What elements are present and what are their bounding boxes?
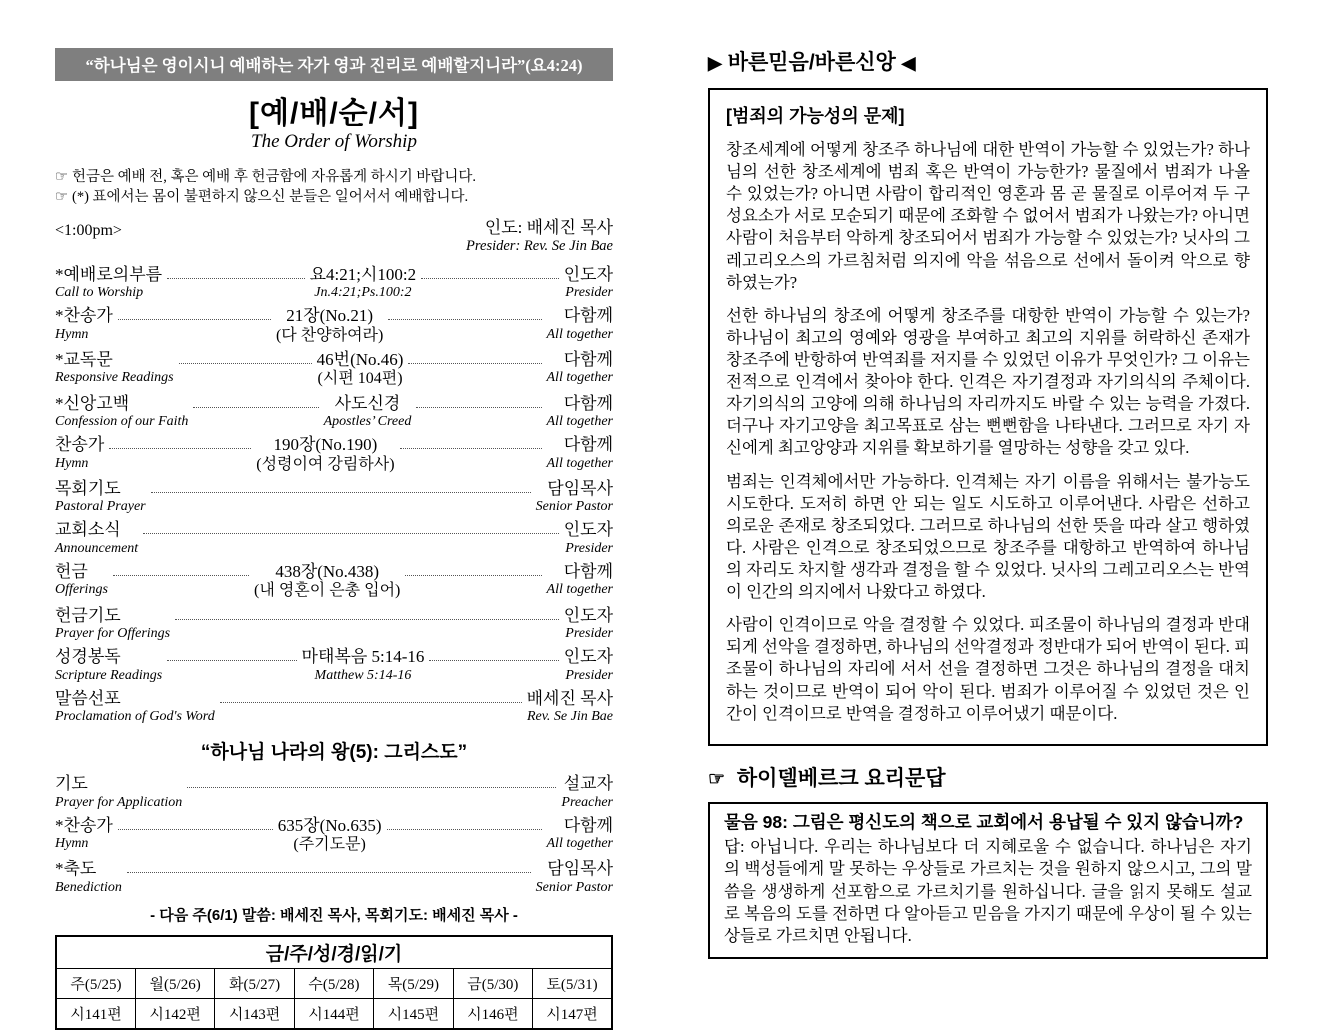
order-item-detail bbox=[256, 435, 394, 474]
order-item-label bbox=[55, 816, 113, 852]
order-item-en: Hymn bbox=[55, 455, 89, 471]
role-ko: 설교자 bbox=[563, 774, 613, 794]
order-item-ko: *축도 bbox=[55, 859, 97, 879]
role-en: Rev. Se Jin Bae bbox=[526, 709, 613, 725]
notes bbox=[55, 167, 613, 208]
role-ko: 인도자 bbox=[563, 605, 613, 625]
teaching-column bbox=[708, 46, 1268, 959]
order-row bbox=[55, 306, 613, 345]
detail-line1: 46번(No.46) bbox=[316, 349, 404, 369]
reading-cell: 시142편 bbox=[135, 998, 214, 1029]
order-item-en: Offerings bbox=[55, 582, 108, 598]
order-item-ko: *신앙고백 bbox=[55, 393, 130, 413]
detail-line2: Jn.4:21;Ps.100:2 bbox=[314, 285, 412, 301]
detail-line1: 마태복음 5:14-16 bbox=[301, 647, 425, 667]
order-row bbox=[55, 816, 613, 855]
order-item-label bbox=[55, 265, 162, 301]
role-en: Preacher bbox=[561, 794, 613, 810]
presider-block bbox=[466, 218, 613, 255]
dotted-leader bbox=[405, 562, 541, 576]
time-presider-row bbox=[55, 218, 613, 255]
order-item-label bbox=[55, 647, 162, 683]
dotted-leader bbox=[167, 647, 296, 661]
reading-cell: 시144편 bbox=[294, 998, 373, 1029]
order-item-label bbox=[55, 774, 182, 810]
dotted-leader bbox=[429, 647, 558, 661]
day-cell: 수(5/28) bbox=[294, 968, 373, 998]
scripture-banner: “하나님은 영이시니 예배하는 자가 영과 진리로 예배할지니라”(요4:24) bbox=[55, 48, 613, 81]
role-en: All together bbox=[546, 582, 614, 598]
role-en: Senior Pastor bbox=[535, 879, 613, 895]
catechism-question: 물음 98: 그림은 평신도의 책으로 교회에서 용납될 수 있지 않습니까? bbox=[724, 811, 1244, 832]
article-paragraph: 창조세계에 어떻게 창조주 하나님에 대한 반역이 가능할 수 있었는가? 하나님의 선한 창조세계에 범죄 혹은 반역이 가능한가? 물질에서 범죄가 나올 수 있었는가? 아니면 사람이 합리적인 영혼과 몸 곧 물질로 이루어져 두 구성요소가 서로 모순되기 때문에 조화할 수 없어서 범죄가 나왔는가? 아니면 사람이 처음부터 악하게 창조되어서 범죄가 가능할 수 있었는가? 닛사의 그레고리오스의 가르침처럼 의지에 악을 섞음으로 선에서 돌이켜 악으로 향하였는가? bbox=[726, 140, 1250, 292]
order-item-detail bbox=[254, 562, 400, 601]
order-item-role bbox=[561, 774, 613, 810]
right-arrow-icon: ▶ bbox=[708, 53, 722, 73]
detail-line2: (시편 104편) bbox=[317, 370, 403, 388]
dotted-leader bbox=[408, 350, 541, 364]
order-item-role bbox=[564, 520, 613, 556]
note-line bbox=[55, 187, 613, 207]
presider-en: Presider: Rev. Se Jin Bae bbox=[466, 237, 613, 254]
section-header-label: 하이델베르크 요리문답 bbox=[736, 766, 946, 790]
order-item-detail bbox=[276, 306, 383, 345]
order-item-role bbox=[527, 689, 613, 725]
note-line bbox=[55, 167, 613, 187]
dotted-leader bbox=[220, 689, 522, 703]
role-en: All together bbox=[546, 370, 613, 386]
order-item-en: Prayer for Application bbox=[55, 794, 183, 810]
order-row bbox=[55, 479, 613, 515]
service-time: <1:00pm> bbox=[55, 221, 122, 239]
role-ko: 다함께 bbox=[563, 393, 613, 413]
note-text: 헌금은 예배 전, 혹은 예배 후 헌금함에 자유롭게 하시기 바랍니다. bbox=[72, 169, 477, 185]
role-en: All together bbox=[546, 836, 613, 852]
order-item-en: Announcement bbox=[55, 540, 139, 556]
order-item-label bbox=[55, 689, 215, 725]
dotted-leader bbox=[151, 479, 531, 493]
role-en: Presider bbox=[565, 667, 614, 683]
order-item-ko: 헌금기도 bbox=[55, 605, 121, 625]
order-item-label bbox=[55, 562, 108, 598]
sermon-title: “하나님 나라의 왕(5): 그리스도” bbox=[200, 742, 468, 764]
order-item-label bbox=[55, 306, 113, 342]
reading-cell: 시143편 bbox=[215, 998, 294, 1029]
day-cell: 월(5/26) bbox=[135, 968, 214, 998]
order-row bbox=[55, 689, 613, 725]
order-item-ko: 교회소식 bbox=[55, 520, 121, 540]
order-item-role bbox=[547, 435, 614, 471]
order-item-role bbox=[564, 265, 613, 301]
order-item-role bbox=[536, 859, 613, 895]
dotted-leader bbox=[193, 394, 318, 408]
role-ko: 담임목사 bbox=[547, 859, 613, 879]
reading-cell: 시141편 bbox=[56, 998, 135, 1029]
order-item-role bbox=[536, 479, 613, 515]
order-item-ko: 찬송가 bbox=[55, 435, 105, 455]
role-en: All together bbox=[546, 326, 613, 342]
detail-line2: Apostles’ Creed bbox=[323, 414, 412, 430]
article-box bbox=[708, 88, 1268, 746]
day-cell: 목(5/29) bbox=[374, 968, 453, 998]
role-en: All together bbox=[546, 414, 613, 430]
detail-line1: 635장(No.635) bbox=[277, 815, 382, 835]
order-item-en: Prayer for Offerings bbox=[55, 626, 171, 642]
article-paragraph: 사람이 인격이므로 악을 결정할 수 있었다. 피조물이 하나님의 결정과 반대되게 선악을 결정하면, 하나님의 선악결정과 정반대가 되어 반역이 된다. 피조물이 하나님의 자리에 서서 선을 결정하면 그것은 하나님의 결정을 대치하는 것이므로 반역이 되어 악이 된다. 범죄가 이루어질 수 있었던 것은 인간이 인격이므로 반역을 결정하고 이루어냈기 때문이다. bbox=[726, 615, 1250, 723]
reading-cell: 시146편 bbox=[453, 998, 532, 1029]
order-item-ko: 기도 bbox=[55, 774, 88, 794]
role-en: Presider bbox=[565, 285, 613, 301]
order-item-en: Responsive Readings bbox=[55, 370, 174, 386]
role-ko: 배세진 목사 bbox=[526, 688, 613, 708]
detail-line2: (내 영혼이 은총 입어) bbox=[254, 582, 401, 600]
day-cell: 금(5/30) bbox=[453, 968, 532, 998]
order-row bbox=[55, 859, 613, 895]
detail-line1: 요4:21;시100:2 bbox=[309, 264, 417, 284]
order-item-ko: 성경봉독 bbox=[55, 647, 121, 667]
section-header-label: 바른믿음/바른신앙 bbox=[727, 51, 896, 74]
page-title: [예/배/순/서] bbox=[249, 97, 419, 130]
order-row bbox=[55, 647, 613, 683]
order-item-en: Benediction bbox=[55, 879, 122, 895]
dotted-leader bbox=[179, 350, 312, 364]
order-item-detail bbox=[324, 394, 412, 430]
order-item-ko: *교독문 bbox=[55, 349, 113, 369]
article-title: [범죄의 가능성의 문제] bbox=[726, 106, 905, 126]
day-cell: 주(5/25) bbox=[56, 968, 135, 998]
table-row-readings bbox=[56, 998, 612, 1029]
order-item-role bbox=[564, 606, 613, 642]
order-item-en: Hymn bbox=[55, 836, 89, 852]
next-week-notice: - 다음 주(6/1) 말씀: 배세진 목사, 목회기도: 배세진 목사 - bbox=[150, 906, 518, 924]
order-row bbox=[55, 435, 613, 474]
order-item-en: Confession of our Faith bbox=[55, 414, 189, 430]
order-item-ko: *찬송가 bbox=[55, 815, 113, 835]
role-en: Presider bbox=[565, 540, 613, 556]
pointing-hand-icon: ☞ bbox=[55, 189, 68, 206]
section-header-faith bbox=[708, 46, 1268, 76]
order-row bbox=[55, 394, 613, 430]
order-item-ko: 목회기도 bbox=[55, 478, 121, 498]
presider-ko: 인도: 배세진 목사 bbox=[484, 217, 613, 237]
pointing-hand-icon: ☞ bbox=[55, 169, 68, 185]
dotted-leader bbox=[113, 562, 249, 576]
role-ko: 다함께 bbox=[563, 349, 613, 369]
article-paragraph: 범죄는 인격체에서만 가능하다. 인격체는 자기 이름을 위해서는 불가능도 시도한다. 도저히 하면 안 되는 일도 시도하고 이루어낸다. 사람은 선하고 의로운 존재로 창조되었다. 그러므로 하나님의 선한 뜻을 따라 살고 행하였다. 사람은 인격으로 창조되었으므로 창조주를 대항하고 반역하여 하나님의 자리도 차지할 생각과 결정을 할 수 있었다. 닛사의 그레고리오스는 반역이 인간의 의지에서 나왔다고 하였다. bbox=[726, 471, 1250, 602]
order-row bbox=[55, 606, 613, 642]
weekly-scripture-table bbox=[55, 935, 613, 1030]
section-header-catechism bbox=[708, 762, 1268, 792]
order-item-label bbox=[55, 606, 170, 642]
day-cell: 화(5/27) bbox=[215, 968, 294, 998]
left-arrow-icon: ◀ bbox=[901, 53, 916, 73]
detail-line2: Matthew 5:14-16 bbox=[314, 667, 412, 683]
detail-line1: 사도신경 bbox=[334, 393, 401, 413]
detail-line1: 21장(No.21) bbox=[286, 306, 374, 326]
order-row bbox=[55, 520, 613, 556]
role-ko: 다함께 bbox=[563, 561, 614, 581]
dotted-leader bbox=[118, 816, 273, 830]
catechism-box bbox=[708, 802, 1268, 959]
order-item-label bbox=[55, 520, 138, 556]
dotted-leader bbox=[167, 265, 305, 279]
order-item-role bbox=[564, 647, 613, 683]
detail-line2: (주기도문) bbox=[293, 836, 366, 854]
pointing-hand-icon: ☞ bbox=[708, 768, 726, 790]
detail-line1: 438장(No.438) bbox=[275, 561, 380, 581]
role-en: Senior Pastor bbox=[535, 499, 613, 515]
order-item-ko: *찬송가 bbox=[55, 306, 113, 326]
order-item-role bbox=[547, 562, 614, 598]
order-item-ko: 말씀선포 bbox=[55, 688, 121, 708]
dotted-leader bbox=[118, 306, 271, 320]
dotted-leader bbox=[388, 306, 541, 320]
catechism-answer: 답: 아닙니다. 우리는 하나님보다 더 지혜로울 수 없습니다. 하나님은 자기의 백성들에게 말 못하는 우상들로 가르치는 것을 원하지 않으시고, 그의 말씀을 생생하게 선포함으로 가르치기를 원하십니다. 글을 읽지 못해도 설교로 복음의 도를 전하면 다 알아듣고 믿음을 가지기 때문에 우상이 될 수 있는 상들로 가르치면 안됩니다. bbox=[724, 837, 1252, 945]
detail-line1: 190장(No.190) bbox=[273, 435, 378, 455]
dotted-leader bbox=[143, 520, 559, 534]
article-paragraph: 선한 하나님의 창조에 어떻게 창조주를 대항한 반역이 가능할 수 있는가? 하나님이 최고의 영예와 영광을 부여하고 최고의 지위를 허락하신 존재가 창조주에 반항하여 반역죄를 저지를 수 있었던 이유가 무엇인가? 그 이유는 전적으로 인격에서 찾아야 한다. 인격은 자기결정과 자기의식의 주체이다. 자기의식의 고양에 의해 하나님의 자리까지도 바랄 수 있는 능력을 가졌다. 더구나 자기고양을 최고목표로 삼는 뻔뻔함을 나타낸다. 그러므로 자기 자신에게 최고앙양과 지위를 확보하기를 열망하는 성향을 갖고 있다. bbox=[726, 305, 1250, 458]
order-item-ko: *예배로의부름 bbox=[55, 264, 163, 284]
order-item-label bbox=[55, 435, 104, 471]
dotted-leader bbox=[175, 606, 559, 620]
order-item-detail bbox=[317, 350, 404, 389]
reading-cell: 시145편 bbox=[374, 998, 453, 1029]
role-ko: 다함께 bbox=[563, 815, 613, 835]
role-ko: 다함께 bbox=[563, 435, 613, 455]
order-item-detail bbox=[278, 816, 382, 855]
worship-order-column bbox=[55, 48, 613, 1030]
table-row-days bbox=[56, 968, 612, 998]
order-item-role bbox=[547, 306, 614, 342]
page-subtitle: The Order of Worship bbox=[251, 131, 417, 152]
order-row bbox=[55, 562, 613, 601]
order-item-label bbox=[55, 859, 122, 895]
order-item-role bbox=[547, 816, 614, 852]
dotted-leader bbox=[400, 435, 542, 449]
dotted-leader bbox=[127, 859, 531, 873]
role-ko: 인도자 bbox=[563, 520, 613, 540]
dotted-leader bbox=[109, 435, 251, 449]
note-text: (*) 표에서는 몸이 불편하지 않으신 분들은 일어서서 예배합니다. bbox=[72, 189, 469, 206]
dotted-leader bbox=[187, 774, 556, 788]
role-en: Presider bbox=[565, 626, 613, 642]
role-ko: 담임목사 bbox=[547, 478, 613, 498]
detail-line2: (다 찬양하여라) bbox=[275, 326, 384, 344]
dotted-leader bbox=[421, 265, 559, 279]
reading-cell: 시147편 bbox=[533, 998, 612, 1029]
role-en: All together bbox=[546, 455, 613, 471]
order-row bbox=[55, 774, 613, 810]
order-item-en: Pastoral Prayer bbox=[55, 499, 146, 515]
order-of-worship-list-2 bbox=[55, 774, 613, 896]
order-item-label bbox=[55, 479, 146, 515]
order-row bbox=[55, 265, 613, 301]
detail-line2: (성령이여 강림하사) bbox=[256, 455, 395, 473]
order-of-worship-list bbox=[55, 265, 613, 726]
order-item-en: Proclamation of God's Word bbox=[55, 709, 215, 725]
dotted-leader bbox=[387, 816, 542, 830]
order-item-label bbox=[55, 394, 188, 430]
order-row bbox=[55, 350, 613, 389]
order-item-detail bbox=[302, 647, 425, 683]
order-item-ko: 헌금 bbox=[55, 561, 88, 581]
order-item-role bbox=[547, 394, 614, 430]
order-item-detail bbox=[310, 265, 417, 301]
dotted-leader bbox=[416, 394, 541, 408]
order-item-role bbox=[547, 350, 614, 386]
order-item-en: Scripture Readings bbox=[55, 667, 163, 683]
role-ko: 다함께 bbox=[563, 306, 613, 326]
role-ko: 인도자 bbox=[563, 264, 613, 284]
day-cell: 토(5/31) bbox=[533, 968, 612, 998]
order-item-en: Call to Worship bbox=[55, 285, 144, 301]
table-title: 금/주/성/경/읽/기 bbox=[56, 936, 612, 969]
order-item-label bbox=[55, 350, 174, 386]
role-ko: 인도자 bbox=[563, 647, 614, 667]
order-item-en: Hymn bbox=[55, 326, 89, 342]
